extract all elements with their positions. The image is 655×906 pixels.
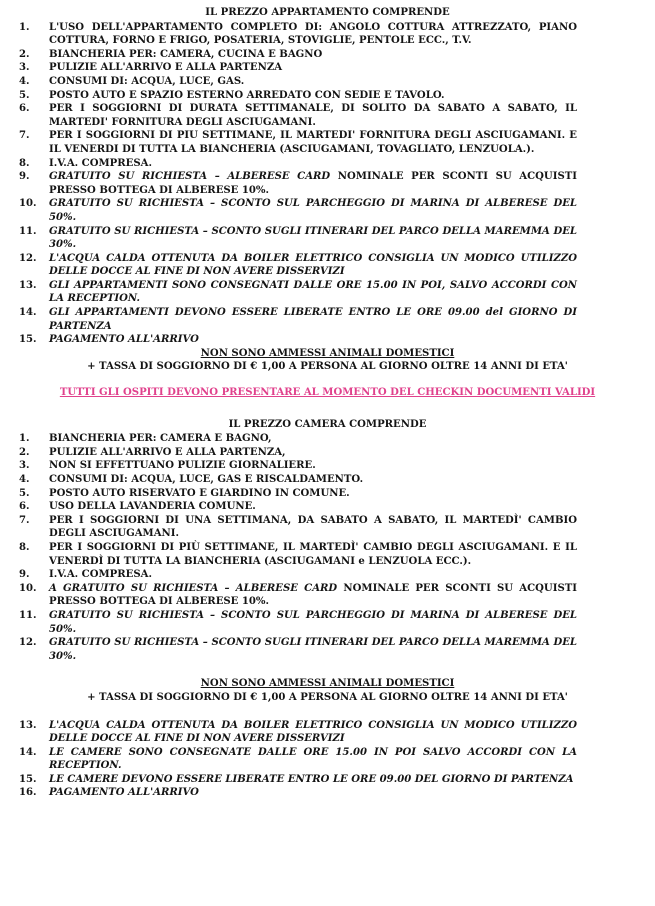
- list-item: [19, 89, 577, 103]
- list-item: [19, 61, 577, 75]
- list-item: [19, 102, 577, 129]
- list-item: [19, 252, 577, 279]
- list-item-text-rest: NOMINALE PER SCONTI SU ACQUISTI PRESSO BOTTEGA DI ALBERESE 10%.: [49, 582, 577, 608]
- list-item-number: 5.: [19, 89, 30, 101]
- list-item-text: PER I SOGGIORNI DI PIÙ SETTIMANE, IL MARTEDÌ' CAMBIO DEGLI ASCIUGAMANI. E IL VENERDÌ DI TUTTA LA BIANCHERIA (ASCIUGAMANI e LENZUOLA ECC.).: [49, 541, 577, 567]
- list-item: [19, 514, 577, 541]
- apartment-tourist-tax-note: + TASSA DI SOGGIORNO DI € 1,00 A PERSONA AL GIORNO OLTRE 14 ANNI DI ETA': [87, 361, 568, 373]
- list-item-number: 15.: [19, 334, 37, 346]
- list-item-text: NON SI EFFETTUANO PULIZIE GIORNALIERE.: [49, 460, 316, 472]
- list-item: [19, 333, 577, 347]
- list-item-number: 7.: [19, 514, 30, 526]
- checkin-documents-notice: TUTTI GLI OSPITI DEVONO PRESENTARE AL MOMENTO DEL CHECKIN DOCUMENTI VALIDI: [59, 387, 596, 399]
- list-item: [19, 225, 577, 252]
- list-item: [19, 446, 577, 460]
- list-item-text: [49, 583, 577, 608]
- list-item-text: L'ACQUA CALDA OTTENUTA DA BOILER ELETTRICO CONSIGLIA UN MODICO UTILIZZO DELLE DOCCE AL FINE DI NON AVERE DISSERVIZI: [49, 252, 577, 278]
- list-item: [19, 75, 577, 89]
- list-item-number: 5.: [19, 487, 30, 499]
- list-item: [19, 129, 577, 156]
- list-item-text: GLI APPARTAMENTI SONO CONSEGNATI DALLE ORE 15.00 IN POI, SALVO ACCORDI CON LA RECEPTION.: [49, 279, 577, 305]
- list-item-text: CONSUMI DI: ACQUA, LUCE, GAS.: [49, 75, 245, 87]
- room-notes: [0, 677, 655, 704]
- list-item-text: PER I SOGGIORNI DI DURATA SETTIMANALE, DI SOLITO DA SABATO A SABATO, IL MARTEDI' FORNITURA DEGLI ASCIUGAMANI.: [49, 103, 577, 128]
- room-no-pets-note: NON SONO AMMESSI ANIMALI DOMESTICI: [200, 678, 455, 690]
- list-item: [19, 157, 577, 171]
- list-item-number: 2.: [19, 48, 30, 60]
- list-item: [19, 279, 577, 306]
- list-item-number: 1.: [19, 433, 30, 445]
- list-item-number: 9.: [19, 171, 30, 183]
- list-item: [19, 197, 577, 224]
- list-item-text: GRATUITO SU RICHIESTA – SCONTO SUGLI ITINERARI DEL PARCO DELLA MAREMMA DEL 30%.: [49, 637, 577, 662]
- spacer: [0, 705, 655, 719]
- list-item-text: [49, 171, 577, 196]
- list-item-number: 12.: [19, 637, 37, 649]
- list-item-number: 14.: [19, 307, 37, 319]
- apartment-section-title: IL PREZZO APPARTAMENTO COMPRENDE: [205, 7, 450, 18]
- list-item-text: PAGAMENTO ALL'ARRIVO: [49, 334, 199, 346]
- list-item: [19, 568, 577, 582]
- list-item-number: 15.: [19, 773, 37, 785]
- list-item: [19, 48, 577, 62]
- list-item: [19, 541, 577, 568]
- list-item: [19, 21, 577, 48]
- list-item-number: 12.: [19, 252, 37, 264]
- list-item-text-italic: A GRATUITO SU RICHIESTA – ALBERESE CARD: [49, 582, 338, 594]
- list-item-text-rest: NOMINALE PER SCONTI SU ACQUISTI PRESSO BOTTEGA DI ALBERESE 10%.: [49, 171, 577, 196]
- list-item-number: 10.: [19, 198, 37, 210]
- list-item-number: 7.: [19, 130, 30, 142]
- list-item-number: 16.: [19, 787, 37, 799]
- list-item: [19, 746, 577, 773]
- room-tourist-tax-note: + TASSA DI SOGGIORNO DI € 1,00 A PERSONA AL GIORNO OLTRE 14 ANNI DI ETA': [87, 691, 568, 703]
- list-item-text: PAGAMENTO ALL'ARRIVO: [49, 787, 199, 799]
- list-item-number: 14.: [19, 746, 37, 758]
- list-item-text: GRATUITO SU RICHIESTA – SCONTO SUGLI ITINERARI DEL PARCO DELLA MAREMMA DEL 30%.: [49, 225, 577, 251]
- list-item-number: 10.: [19, 582, 37, 594]
- list-item-text: BIANCHERIA PER: CAMERA E BAGNO,: [49, 433, 272, 445]
- list-item: [19, 170, 577, 197]
- list-item-text: PER I SOGGIORNI DI PIU SETTIMANE, IL MARTEDI' FORNITURA DEGLI ASCIUGAMANI. E IL VENERDI DI TUTTA LA BIANCHERIA (ASCIUGAMANI, TOVAGLIATO, LENZUOLA.).: [49, 130, 577, 155]
- list-item: [19, 432, 577, 446]
- room-extra-conditions-list: [0, 719, 577, 801]
- list-item: [19, 582, 577, 609]
- list-item-number: 4.: [19, 75, 30, 87]
- apartment-notes: [0, 347, 655, 374]
- list-item-text: GLI APPARTAMENTI DEVONO ESSERE LIBERATE ENTRO LE ORE 09.00 del GIORNO DI PARTENZA: [49, 307, 577, 332]
- list-item-number: 13.: [19, 279, 37, 291]
- list-item-number: 8.: [19, 541, 30, 553]
- list-item-text: USO DELLA LAVANDERIA COMUNE.: [49, 501, 256, 513]
- list-item-text: L'ACQUA CALDA OTTENUTA DA BOILER ELETTRICO CONSIGLIA UN MODICO UTILIZZO DELLE DOCCE AL FINE DI NON AVERE DISSERVIZI: [49, 719, 577, 745]
- list-item-number: 13.: [19, 719, 37, 731]
- list-item-text: PULIZIE ALL'ARRIVO E ALLA PARTENZA: [49, 62, 283, 74]
- list-item-text: L'USO DELL'APPARTAMENTO COMPLETO DI: ANGOLO COTTURA ATTREZZATO, PIANO COTTURA, FORNO E FRIGO, POSATERIA, STOVIGLIE, PENTOLE ECC., T.V.: [49, 21, 577, 47]
- list-item-number: 11.: [19, 609, 37, 621]
- list-item-text: GRATUITO SU RICHIESTA – SCONTO SUL PARCHEGGIO DI MARINA DI ALBERESE DEL 50%.: [49, 198, 577, 223]
- list-item-text: GRATUITO SU RICHIESTA – SCONTO SUL PARCHEGGIO DI MARINA DI ALBERESE DEL 50%.: [49, 609, 577, 635]
- list-item-text: PULIZIE ALL'ARRIVO E ALLA PARTENZA,: [49, 446, 286, 458]
- list-item-number: 8.: [19, 157, 30, 169]
- list-item: [19, 773, 577, 787]
- apartment-no-pets-note: NON SONO AMMESSI ANIMALI DOMESTICI: [200, 347, 455, 359]
- list-item: [19, 500, 577, 514]
- list-item: [19, 786, 577, 800]
- list-item: [19, 306, 577, 333]
- list-item-number: 9.: [19, 569, 30, 581]
- room-section-title: IL PREZZO CAMERA COMPRENDE: [228, 418, 427, 430]
- document-page: [0, 6, 655, 906]
- list-item: [19, 636, 577, 663]
- list-item-text: PER I SOGGIORNI DI UNA SETTIMANA, DA SABATO A SABATO, IL MARTEDÌ' CAMBIO DEGLI ASCIUGAMANI.: [49, 514, 577, 540]
- list-item-number: 2.: [19, 446, 30, 458]
- list-item-text: POSTO AUTO E SPAZIO ESTERNO ARREDATO CON SEDIE E TAVOLO.: [49, 89, 445, 101]
- list-item-text: BIANCHERIA PER: CAMERA, CUCINA E BAGNO: [49, 48, 323, 60]
- list-item: [19, 487, 577, 501]
- list-item: [19, 459, 577, 473]
- list-item-text: I.V.A. COMPRESA.: [49, 569, 152, 581]
- room-includes-list: [0, 432, 577, 663]
- list-item-number: 4.: [19, 474, 30, 485]
- list-item-number: 1.: [19, 21, 30, 33]
- list-item: [19, 609, 577, 636]
- list-item-text: I.V.A. COMPRESA.: [49, 157, 152, 169]
- list-item: [19, 719, 577, 746]
- list-item-number: 3.: [19, 62, 30, 74]
- list-item-number: 3.: [19, 460, 30, 472]
- list-item-text: LE CAMERE SONO CONSEGNATE DALLE ORE 15.00 IN POI SALVO ACCORDI CON LA RECEPTION.: [49, 746, 577, 772]
- list-item-number: 11.: [19, 225, 37, 237]
- list-item: [19, 473, 577, 487]
- spacer: [0, 663, 655, 677]
- list-item-text: CONSUMI DI: ACQUA, LUCE, GAS E RISCALDAMENTO.: [49, 474, 364, 485]
- list-item-number: 6.: [19, 501, 30, 513]
- list-item-number: 6.: [19, 103, 30, 115]
- list-item-text-italic: GRATUITO SU RICHIESTA – ALBERESE CARD: [49, 171, 331, 183]
- list-item-text: POSTO AUTO RISERVATO E GIARDINO IN COMUNE.: [49, 487, 350, 499]
- apartment-includes-list: [0, 21, 577, 347]
- list-item-text: LE CAMERE DEVONO ESSERE LIBERATE ENTRO LE ORE 09.00 DEL GIORNO DI PARTENZA: [49, 773, 574, 785]
